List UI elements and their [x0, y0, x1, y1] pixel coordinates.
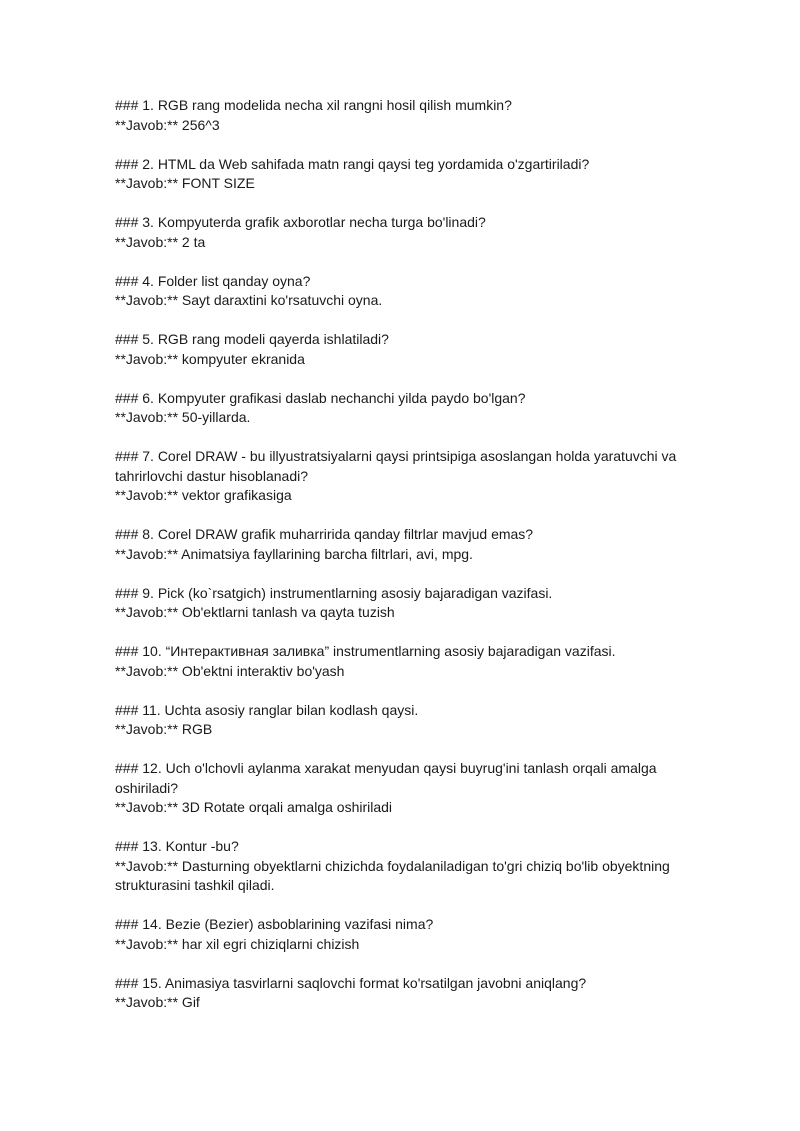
qa-item	[115, 525, 715, 564]
answer-text: **Javob:** Gif	[115, 994, 200, 1010]
question-answer-list	[115, 96, 715, 1032]
qa-item	[115, 584, 715, 623]
qa-item	[115, 96, 715, 135]
qa-item	[115, 272, 715, 311]
answer-text: **Javob:** FONT SIZE	[115, 175, 255, 191]
qa-item	[115, 447, 715, 506]
qa-item	[115, 642, 715, 681]
answer-text: **Javob:** Animatsiya fayllarining barcha filtrlari, avi, mpg.	[115, 545, 473, 562]
question-text: ### 5. RGB rang modeli qayerda ishlatiladi?	[115, 331, 389, 347]
question-text: ### 13. Kontur -bu?	[115, 838, 239, 854]
question-text: ### 15. Animasiya tasvirlarni saqlovchi format ko'rsatilgan javobni aniqlang?	[115, 974, 587, 991]
answer-text: **Javob:** 3D Rotate orqali amalga oshiriladi	[115, 799, 393, 815]
answer-text: **Javob:** kompyuter ekranida	[115, 350, 305, 367]
answer-text: **Javob:** har xil egri chiziqlarni chizish	[115, 935, 360, 952]
qa-item	[115, 213, 715, 252]
qa-item	[115, 389, 715, 428]
question-text: ### 2. HTML da Web sahifada matn rangi qaysi teg yordamida o'zgartiriladi?	[115, 155, 590, 172]
answer-text: **Javob:** 2 ta	[115, 233, 206, 250]
question-text: ### 7. Corel DRAW - bu illyustratsiyalarni qaysi printsipiga asoslangan holda yaratuvchi va tahrirlovchi dastur hisoblanadi?	[115, 448, 677, 484]
question-text: ### 4. Folder list qanday oyna?	[115, 272, 311, 289]
answer-text: **Javob:** 50-yillarda.	[115, 409, 251, 425]
question-text: ### 12. Uch o'lchovli aylanma xarakat menyudan qaysi buyrug'ini tanlash orqali amalga oshiriladi?	[115, 760, 657, 796]
qa-item	[115, 330, 715, 369]
qa-item	[115, 701, 715, 740]
answer-text: **Javob:** 256^3	[115, 116, 220, 133]
question-text: ### 11. Uchta asosiy ranglar bilan kodlash qaysi.	[115, 701, 419, 718]
question-text: ### 3. Kompyuterda grafik axborotlar necha turga bo'linadi?	[115, 214, 486, 230]
question-text: ### 10. “Интерактивная заливка” instrumentlarning asosiy bajaradigan vazifasi.	[115, 643, 616, 659]
answer-text: **Javob:** Ob'ektlarni tanlash va qayta tuzish	[115, 604, 395, 620]
qa-item	[115, 974, 715, 1013]
answer-text: **Javob:** Dasturning obyektlarni chizichda foydalaniladigan to'gri chiziq bo'lib obyektning strukturasini tashkil qiladi.	[115, 857, 670, 893]
answer-text: **Javob:** Ob'ektni interaktiv bo'yash	[115, 662, 345, 679]
question-text: ### 1. RGB rang modelida necha xil rangni hosil qilish mumkin?	[115, 97, 512, 113]
qa-item	[115, 837, 715, 896]
answer-text: **Javob:** Sayt daraxtini ko'rsatuvchi oyna.	[115, 292, 383, 308]
question-text: ### 6. Kompyuter grafikasi daslab nechanchi yilda paydo bo'lgan?	[115, 389, 526, 406]
question-text: ### 9. Pick (ko`rsatgich) instrumentlarning asosiy bajaradigan vazifasi.	[115, 584, 553, 601]
answer-text: **Javob:** vektor grafikasiga	[115, 487, 292, 503]
question-text: ### 8. Corel DRAW grafik muharririda qanday filtrlar mavjud emas?	[115, 526, 534, 542]
qa-item	[115, 155, 715, 194]
qa-item	[115, 759, 715, 818]
answer-text: **Javob:** RGB	[115, 721, 213, 737]
question-text: ### 14. Bezie (Bezier) asboblarining vazifasi nima?	[115, 916, 434, 932]
qa-item	[115, 915, 715, 954]
